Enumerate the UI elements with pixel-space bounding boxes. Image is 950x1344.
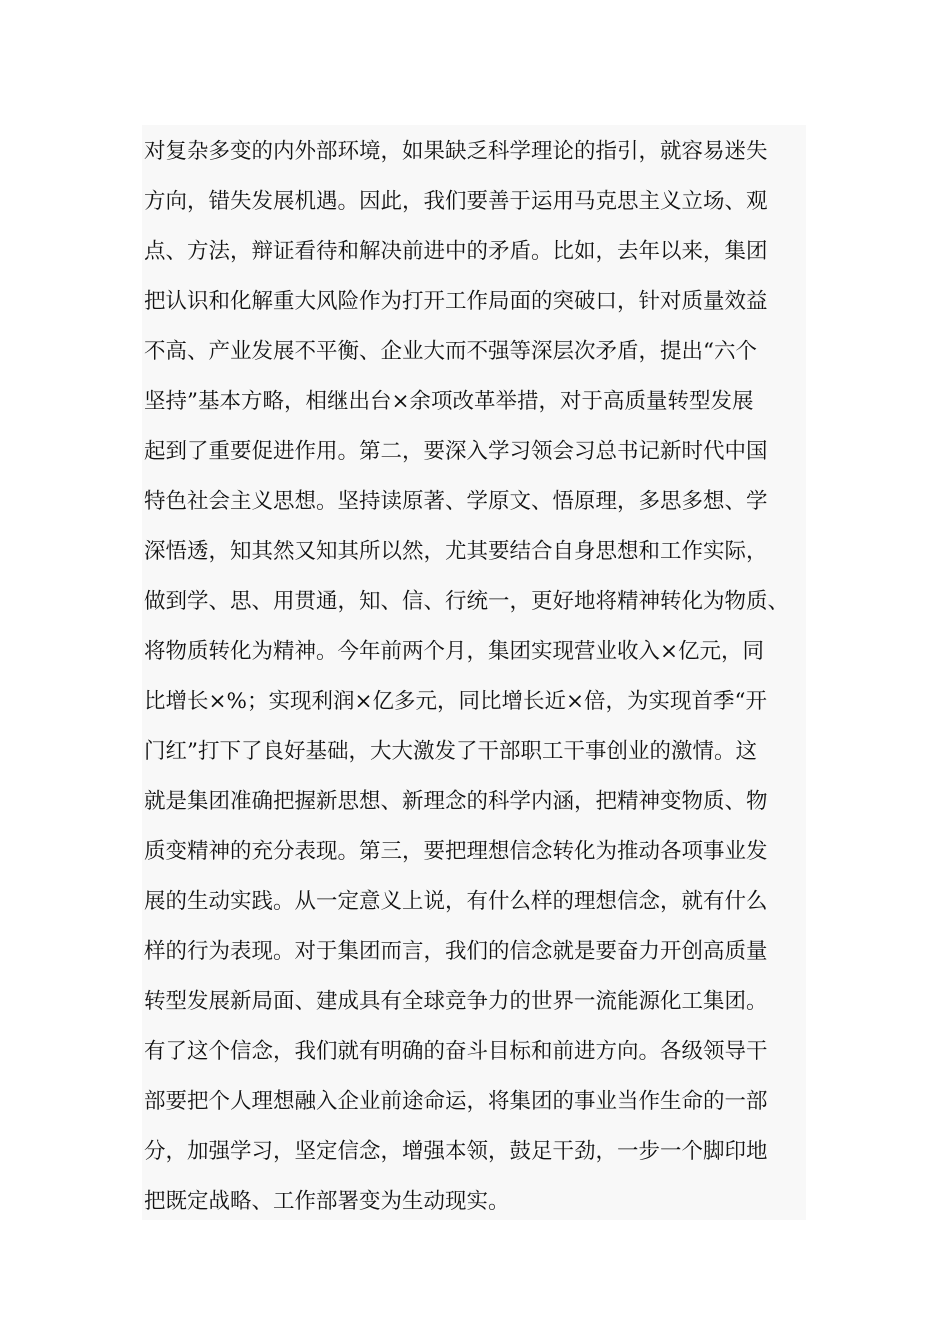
text-line: 点、方法，辩证看待和解决前进中的矛盾。比如，去年以来，集团	[144, 239, 768, 264]
text-line: 做到学、思、用贯通，知、信、行统一，更好地将精神转化为物质、	[144, 589, 790, 614]
text-line: 分，加强学习，坚定信念，增强本领，鼓足干劲，一步一个脚印地	[144, 1139, 768, 1164]
text-line: 有了这个信念，我们就有明确的奋斗目标和前进方向。各级领导干	[144, 1039, 768, 1064]
text-line: 门红”打下了良好基础，大大激发了干部职工干事创业的激情。这	[144, 739, 757, 764]
text-line: 坚持”基本方略，相继出台×余项改革举措，对于高质量转型发展	[144, 389, 754, 414]
text-line: 把既定战略、工作部署变为生动现实。	[144, 1189, 510, 1214]
text-line: 不高、产业发展不平衡、企业大而不强等深层次矛盾，提出“六个	[144, 339, 757, 364]
text-line: 特色社会主义思想。坚持读原著、学原文、悟原理，多思多想、学	[144, 489, 768, 514]
text-line: 方向，错失发展机遇。因此，我们要善于运用马克思主义立场、观	[144, 189, 768, 214]
text-line: 部要把个人理想融入企业前途命运，将集团的事业当作生命的一部	[144, 1089, 768, 1114]
text-line: 样的行为表现。对于集团而言，我们的信念就是要奋力开创高质量	[144, 939, 768, 964]
text-line: 就是集团准确把握新思想、新理念的科学内涵，把精神变物质、物	[144, 789, 768, 814]
text-line: 把认识和化解重大风险作为打开工作局面的突破口，针对质量效益	[144, 289, 768, 314]
text-line: 对复杂多变的内外部环境，如果缺乏科学理论的指引，就容易迷失	[144, 139, 768, 164]
text-line: 比增长×%；实现利润×亿多元，同比增长近×倍，为实现首季“开	[144, 689, 767, 714]
document-text-block	[142, 125, 806, 1220]
text-line: 转型发展新局面、建成具有全球竞争力的世界一流能源化工集团。	[144, 989, 768, 1014]
text-line: 深悟透，知其然又知其所以然，尤其要结合自身思想和工作实际，	[144, 539, 768, 564]
text-line: 质变精神的充分表现。第三，要把理想信念转化为推动各项事业发	[144, 839, 768, 864]
text-line: 将物质转化为精神。今年前两个月，集团实现营业收入×亿元，同	[144, 639, 765, 664]
text-line: 展的生动实践。从一定意义上说，有什么样的理想信念，就有什么	[144, 889, 768, 914]
text-line: 起到了重要促进作用。第二，要深入学习领会习总书记新时代中国	[144, 439, 768, 464]
